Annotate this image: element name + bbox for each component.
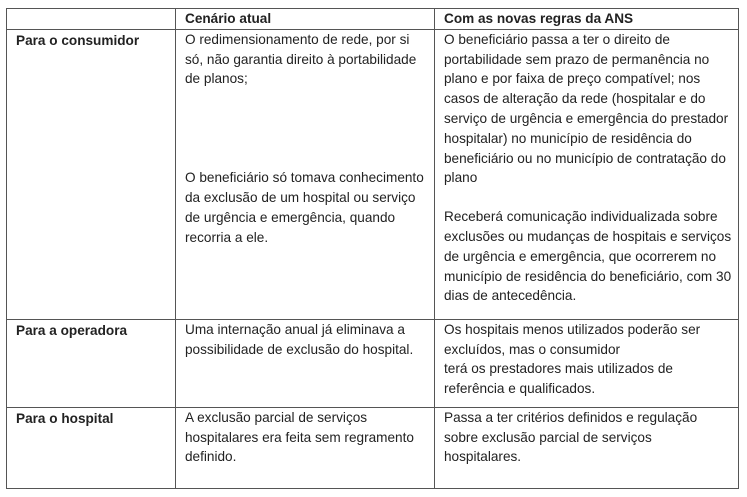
header-empty (7, 9, 176, 30)
table-row (7, 407, 739, 488)
current-text: A exclusão parcial de serviços hospitalares era feita sem regramento definido. (185, 409, 414, 465)
new-text: terá os prestadores mais utilizados de referência e qualificados. (444, 361, 673, 397)
new-cell (435, 407, 739, 488)
current-text: O redimensionamento de rede, por si só, não garantia direito à portabilidade de planos; (185, 31, 417, 87)
table-row (7, 319, 739, 407)
row-label: Para a operadora (7, 319, 176, 407)
current-text: Uma internação anual já eliminava a possibilidade de exclusão do hospital. (185, 321, 414, 357)
header-current: Cenário atual (176, 9, 435, 30)
current-cell (176, 29, 435, 319)
comparison-table (6, 8, 739, 489)
current-cell (176, 319, 435, 407)
current-text: O beneficiário só tomava conhecimento da exclusão de um hospital ou serviço de urgência e emergência, quando recorria a ele. (185, 170, 424, 245)
current-cell (176, 407, 435, 488)
new-cell (435, 319, 739, 407)
table-row (7, 29, 739, 319)
new-text: Os hospitais menos utilizados poderão ser excluídos, mas o consumidor (444, 321, 701, 357)
row-label: Para o consumidor (7, 29, 176, 319)
new-text: O beneficiário passa a ter o direito de portabilidade sem prazo de permanência no plano e por faixa de preço compatível; nos casos de alteração da rede (hospitalar e do serviço de urgência e emergência do prestador hospitalar) no município de residência do beneficiário ou no município de contratação do plano (444, 31, 729, 186)
new-text: Receberá comunicação individualizada sobre exclusões ou mudanças de hospitais e serviços de urgência e emergência, que ocorrerem no município de residência do beneficiário, com 30 dias de antecedência. (444, 209, 732, 304)
header-row (7, 9, 739, 30)
new-cell (435, 29, 739, 319)
new-text: Passa a ter critérios definidos e regulação sobre exclusão parcial de serviços hospitalares. (444, 409, 698, 465)
row-label: Para o hospital (7, 407, 176, 488)
header-new: Com as novas regras da ANS (435, 9, 739, 30)
